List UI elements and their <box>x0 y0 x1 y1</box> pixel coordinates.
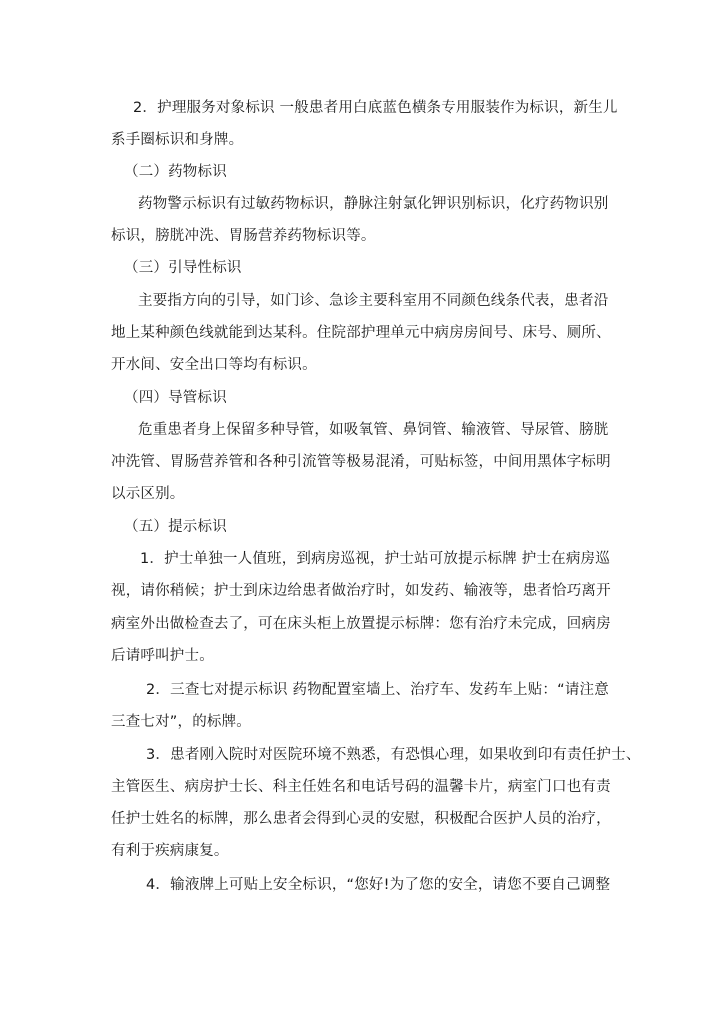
text-line: 视，请你稍候；护士到床边给患者做治疗时，如发药、输液等，患者恰巧离开 <box>111 583 611 599</box>
section-heading: （二）药物标识 <box>124 164 227 180</box>
text-line: 地上某种颜色线就能到达某科。住院部护理单元中病房房间号、床号、厕所、 <box>111 325 611 341</box>
text-line: 4．输液牌上可贴上安全标识，“您好!为了您的安全，请您不要自己调整 <box>146 877 611 893</box>
text-line: 2．三查七对提示标识 药物配置室墙上、治疗车、发药车上贴：“请注意 <box>146 682 609 698</box>
text-line: 危重患者身上保留多种导管，如吸氧管、鼻饲管、输液管、导尿管、膀胱 <box>138 422 609 438</box>
text-line: 有利于疾病康复。 <box>111 843 229 859</box>
section-heading: （三）引导性标识 <box>124 260 242 276</box>
text-line: 三查七对”，的标牌。 <box>111 714 252 730</box>
text-line: 主要指方向的引导，如门诊、急诊主要科室用不同颜色线条代表，患者沿 <box>138 293 609 309</box>
text-line: 主管医生、病房护士长、科主任姓名和电话号码的温馨卡片，病室门口也有责 <box>111 779 611 795</box>
text-line: 1．护士单独一人值班，到病房巡视，护士站可放提示标牌 护士在病房巡 <box>140 551 610 567</box>
text-line: 冲洗管、胃肠营养管和各种引流管等极易混淆，可贴标签，中间用黑体字标明 <box>111 454 611 470</box>
text-line: 后请呼叫护士。 <box>111 648 214 664</box>
text-line: 任护士姓名的标牌，那么患者会得到心灵的安慰，积极配合医护人员的治疗， <box>111 811 611 827</box>
text-line: 病室外出做检查去了，可在床头柜上放置提示标牌：您有治疗未完成，回病房 <box>111 616 611 632</box>
text-line: 药物警示标识有过敏药物标识，静脉注射氯化钾识别标识，化疗药物识别 <box>138 196 609 212</box>
section-heading: （五）提示标识 <box>124 519 227 535</box>
text-line: 系手圈标识和身牌。 <box>111 132 244 148</box>
text-line: 3．患者刚入院时对医院环境不熟悉，有恐惧心理，如果收到印有责任护士、 <box>146 747 641 763</box>
text-line: 开水间、安全出口等均有标识。 <box>111 357 317 373</box>
text-line: 标识，膀胱冲洗、胃肠营养药物标识等。 <box>111 228 376 244</box>
text-line: 2．护理服务对象标识 一般患者用白底蓝色横条专用服装作为标识，新生儿 <box>133 100 618 116</box>
text-line: 以示区别。 <box>111 486 185 502</box>
section-heading: （四）导管标识 <box>124 390 227 406</box>
